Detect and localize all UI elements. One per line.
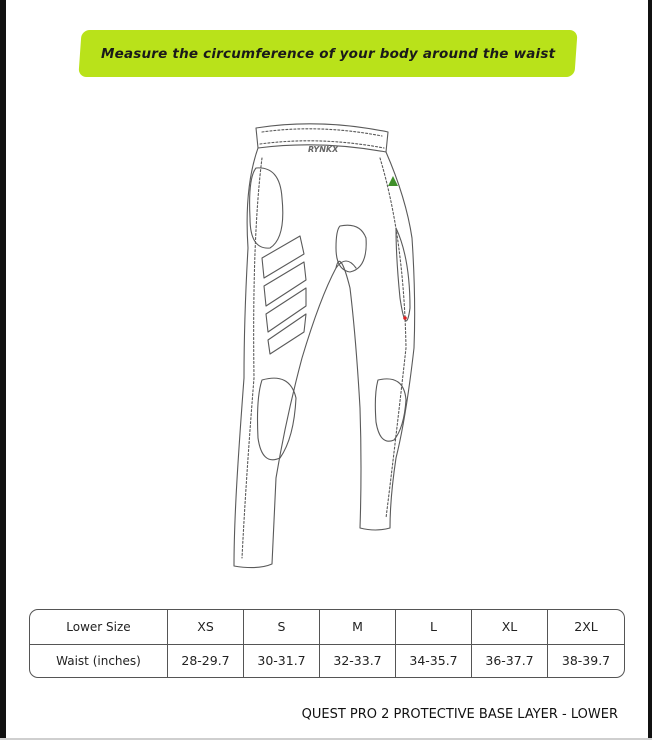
brand-label: RYNKX: [308, 145, 339, 154]
banner-text: Measure the circumference of your body around the waist: [100, 45, 556, 62]
size-l: L: [396, 610, 472, 645]
waist-l: 34-35.7: [396, 645, 472, 677]
table-row-sizes: [30, 610, 624, 645]
table-label-waist: Waist (inches): [30, 645, 168, 677]
waist-xs: 28-29.7: [168, 645, 244, 677]
size-m: M: [320, 610, 396, 645]
measure-instruction-banner: [78, 30, 577, 77]
waist-s: 30-31.7: [244, 645, 320, 677]
size-xl: XL: [472, 610, 548, 645]
product-name: QUEST PRO 2 PROTECTIVE BASE LAYER - LOWER: [301, 707, 618, 722]
size-s: S: [244, 610, 320, 645]
pants-line-drawing: [200, 118, 440, 578]
size-xs: XS: [168, 610, 244, 645]
waist-2xl: 38-39.7: [561, 653, 611, 669]
red-dot-marker: [403, 316, 407, 320]
right-edge-bar: [648, 0, 652, 740]
waist-xl: 36-37.7: [472, 645, 548, 677]
table-header-lower-size: Lower Size: [30, 610, 168, 645]
table-row-waist: [30, 645, 624, 677]
size-chart-table: [29, 609, 625, 678]
size-2xl: 2XL: [548, 610, 624, 645]
left-edge-bar: [0, 0, 6, 740]
waist-m: 32-33.7: [320, 645, 396, 677]
